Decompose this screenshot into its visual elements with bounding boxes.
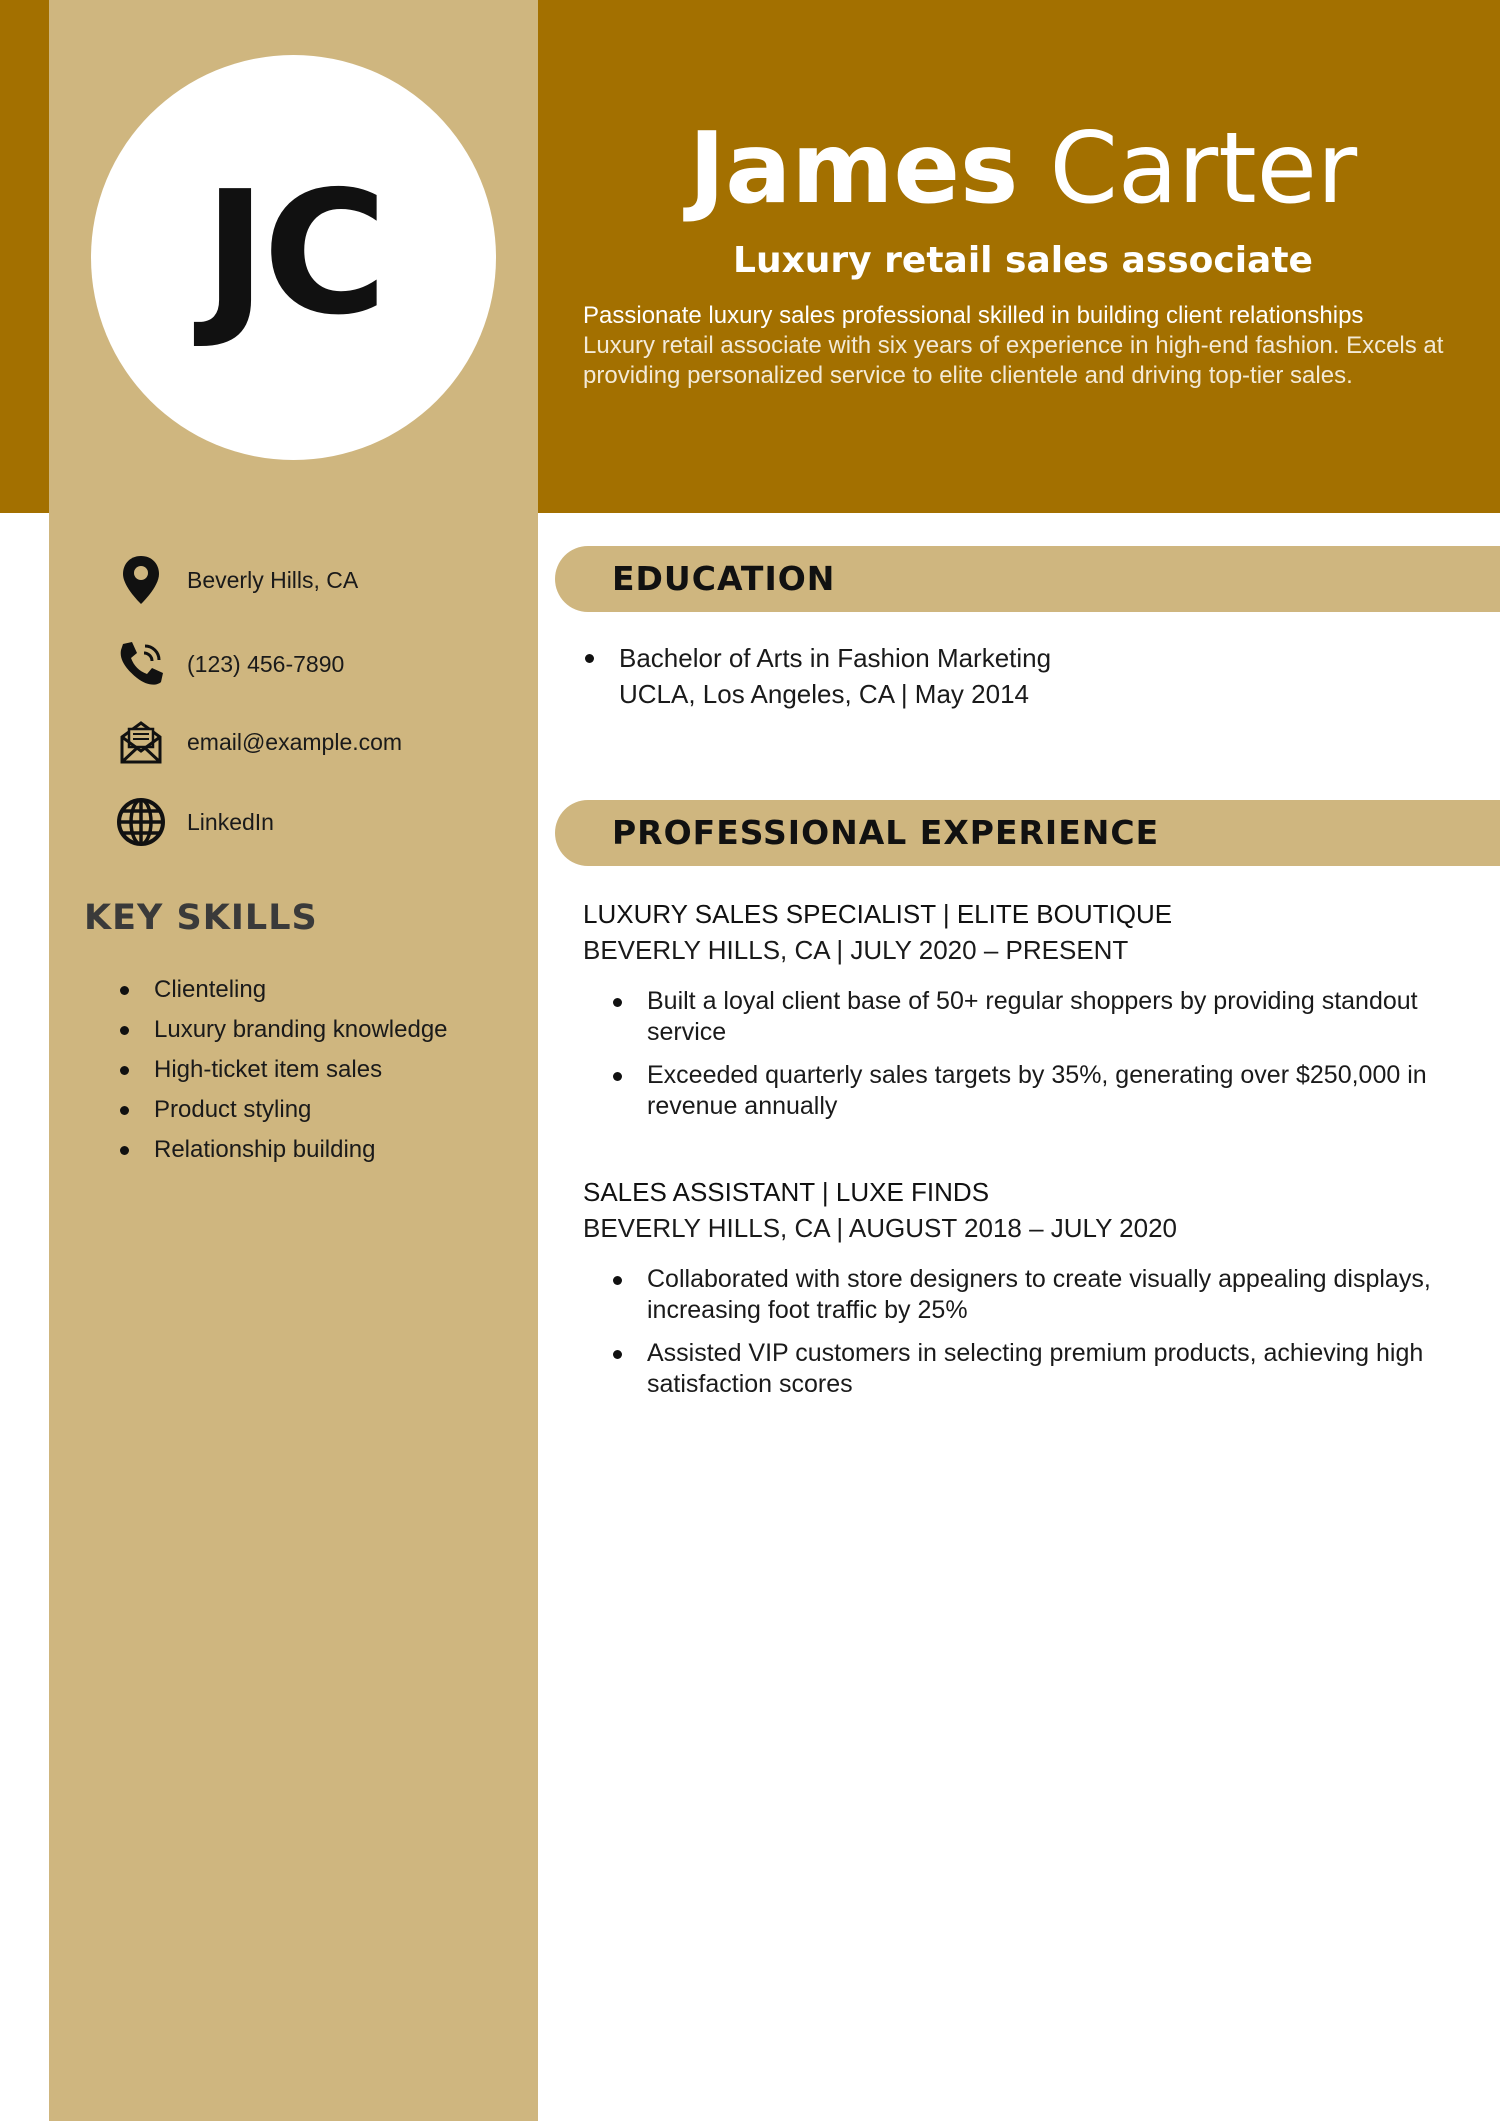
monogram-initials: JC [203,154,384,353]
list-item: Exceeded quarterly sales targets by 35%, generating over $250,000 in revenue annually [583,1060,1477,1122]
globe-icon [113,797,169,847]
envelope-icon [113,717,169,767]
job-bullets [583,1264,1483,1400]
list-item: Built a loyal client base of 50+ regular shoppers by providing standout service [583,986,1477,1048]
last-name: Carter [1049,112,1358,226]
list-item: High-ticket item sales [120,1050,448,1090]
contact-label: email@example.com [187,728,403,755]
phone-icon [113,639,169,689]
skills-list [120,970,448,1170]
list-item: Clienteling [120,970,448,1010]
list-item: Luxury branding knowledge [120,1010,448,1050]
list-item: Collaborated with store designers to create visually appealing displays, increasing foot traffic by 25% [583,1264,1477,1326]
linkedin-link[interactable]: LinkedIn [187,808,274,835]
job-subtitle: Luxury retail sales associate [733,240,1313,281]
degree: Bachelor of Arts in Fashion Marketing [619,643,1052,673]
contact-linkedin[interactable] [113,797,274,847]
list-item: Assisted VIP customers in selecting premium products, achieving high satisfaction scores [583,1338,1477,1400]
education-section-header [555,546,1500,612]
first-name: James [688,112,1019,226]
job-meta: BEVERLY HILLS, CA | AUGUST 2018 – JULY 2020 [583,1213,1178,1243]
education-item [583,640,1463,712]
experience-section-header [555,800,1500,866]
contact-label: (123) 456-7890 [187,650,345,677]
job-title: LUXURY SALES SPECIALIST | ELITE BOUTIQUE [583,899,1173,929]
job-entry [583,896,1483,1134]
summary: Luxury retail associate with six years of experience in high-end fashion. Excels at providing personalized service to elite clientele and driving top-tier sales. [583,332,1444,389]
section-title: EDUCATION [612,559,836,598]
contact-phone [113,639,344,689]
monogram-avatar [91,55,496,460]
list-item: Relationship building [120,1130,448,1170]
list-item: Product styling [120,1090,448,1130]
tagline: Passionate luxury sales professional skilled in building client relationships [583,302,1364,329]
contact-location [113,555,358,605]
skills-title: KEY SKILLS [84,898,318,938]
job-entry [583,1174,1483,1412]
job-title: SALES ASSISTANT | LUXE FINDS [583,1177,990,1207]
contact-label: Beverly Hills, CA [187,566,359,593]
school: UCLA, Los Angeles, CA | May 2014 [619,679,1029,709]
section-title: PROFESSIONAL EXPERIENCE [612,813,1160,852]
contact-email [113,717,402,767]
education-entry [583,640,1463,712]
candidate-name [583,112,1463,226]
job-meta: BEVERLY HILLS, CA | JULY 2020 – PRESENT [583,935,1129,965]
location-pin-icon [113,555,169,605]
job-bullets [583,986,1483,1122]
header-text [583,112,1463,391]
